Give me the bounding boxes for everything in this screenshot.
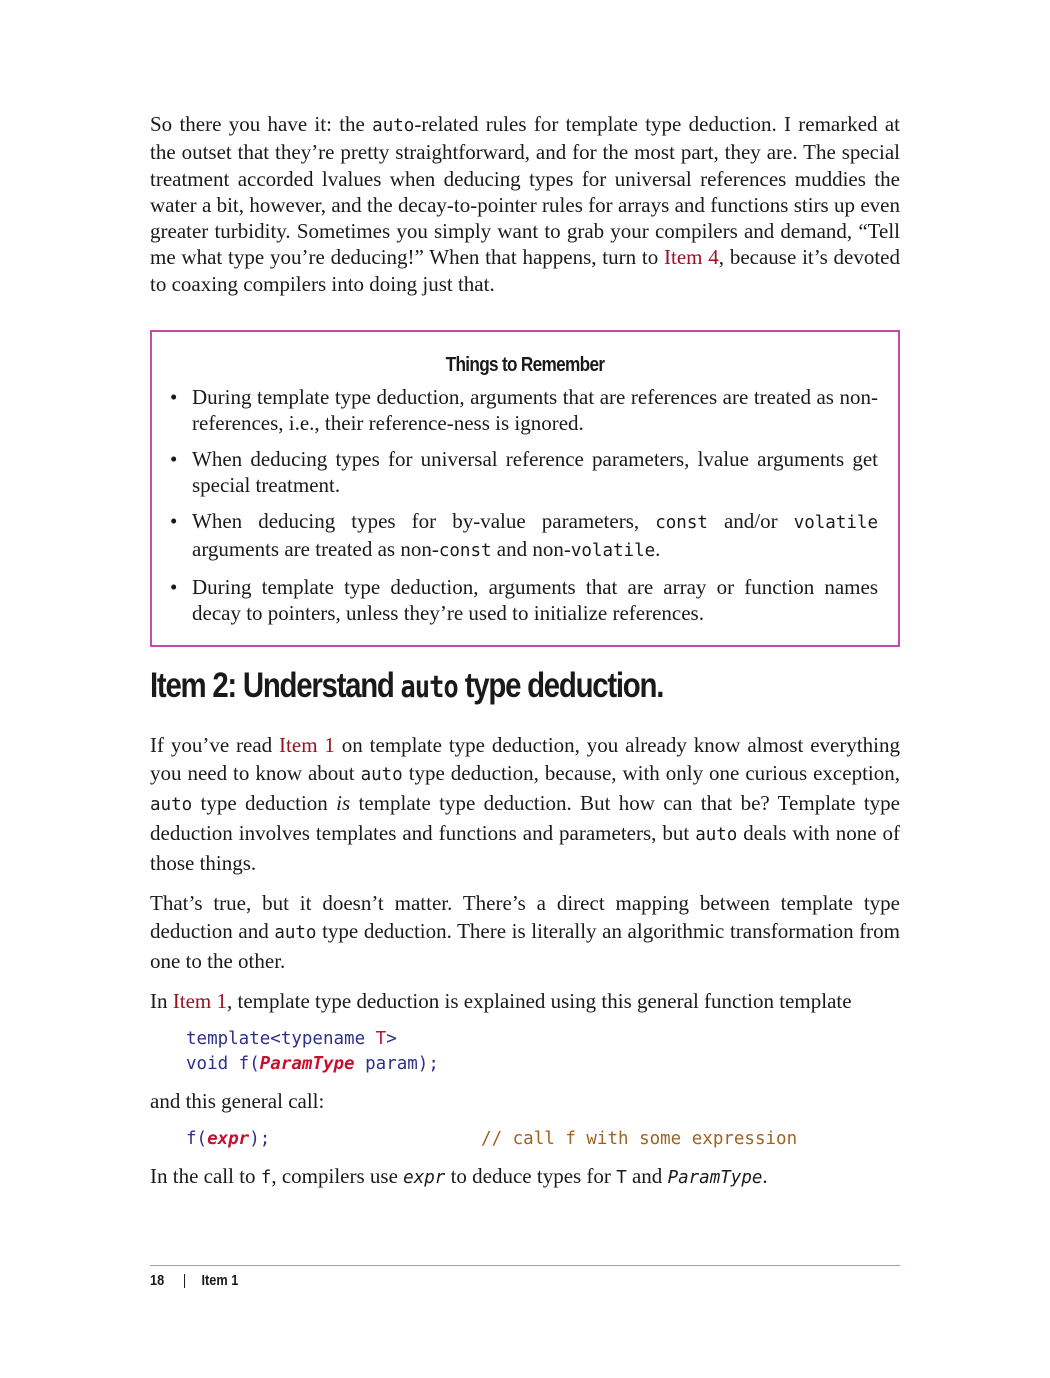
page: [150, 111, 901, 1188]
box-title: Things to Remember: [445, 354, 605, 376]
item-4-link[interactable]: Item 4: [664, 245, 719, 270]
bullet-icon: •: [170, 385, 178, 410]
footer-separator: |: [182, 1272, 187, 1289]
paragraph: That’s true, but it doesn’t matter. There’s a direct mapping between template type deduction and auto type deduction. There is literally an algorithmic transformation from one to the other.: [150, 891, 900, 973]
page-footer: [150, 1272, 238, 1289]
code-line: template<typename T>: [186, 1029, 397, 1049]
bullet-icon: •: [170, 447, 178, 472]
section-body: [150, 731, 900, 1204]
inline-code: auto: [372, 116, 415, 136]
remember-list: [152, 384, 898, 626]
paragraph: and this general call:: [150, 1089, 325, 1113]
list-item: • During template type deduction, arguments that are array or function names decay to pointers, unless they’re used to initialize references.: [170, 575, 878, 626]
item-1-link[interactable]: Item 1: [279, 733, 335, 757]
footer-section: Item 1: [201, 1272, 239, 1289]
bullet-icon: •: [170, 575, 178, 600]
bullet-icon: •: [170, 509, 178, 534]
code-block-call: f(expr); // call f with some expression: [186, 1129, 798, 1149]
list-item: • When deducing types for by-value parameters, const and/or volatile arguments are treated as non-const and non-volatile.: [170, 509, 878, 562]
intro-paragraph: So there you have it: the auto-related rules for template type deduction. I remarked at the outset that they’re pretty straightforward, and for the most part, they are. The special treatment accorded lvalues when deducing types for universal references muddies the water a bit, however, and the decay-to-pointer rules for arrays and functions stirs up even greater turbidity. Sometimes you simply want to grab your compilers and demand, “Tell me what type you’re deducing!” When that happens, turn to Item 4, because it’s devoted to coaxing compilers into doing just that.: [150, 112, 900, 296]
code-block-template: [186, 1027, 900, 1077]
paragraph: In the call to f, compilers use expr to deduce types for T and ParamType.: [150, 1164, 768, 1188]
code-line: void f(ParamType param);: [186, 1054, 439, 1074]
list-item: • When deducing types for universal reference parameters, lvalue arguments get special treatment.: [170, 447, 878, 498]
code-comment: // call f with some expression: [481, 1129, 798, 1149]
paragraph: If you’ve read Item 1 on template type deduction, you already know almost everything you need to know about auto type deduction, because, with only one curious exception, auto type deduction is template type deduction. But how can that be? Template type deduction involves templates and functions and parameters, but auto deals with none of those things.: [150, 733, 901, 875]
item-1-link[interactable]: Item 1: [172, 989, 227, 1013]
list-item: • During template type deduction, arguments that are references are treated as non-references, i.e., their reference-ness is ignored.: [170, 385, 878, 436]
things-to-remember-box: [150, 330, 900, 647]
paragraph: In Item 1, template type deduction is explained using this general function template: [150, 989, 852, 1013]
section-heading: Item 2: Understand auto type deduction.: [150, 666, 664, 705]
page-number: 18: [150, 1272, 165, 1289]
footer-divider: [150, 1265, 900, 1266]
